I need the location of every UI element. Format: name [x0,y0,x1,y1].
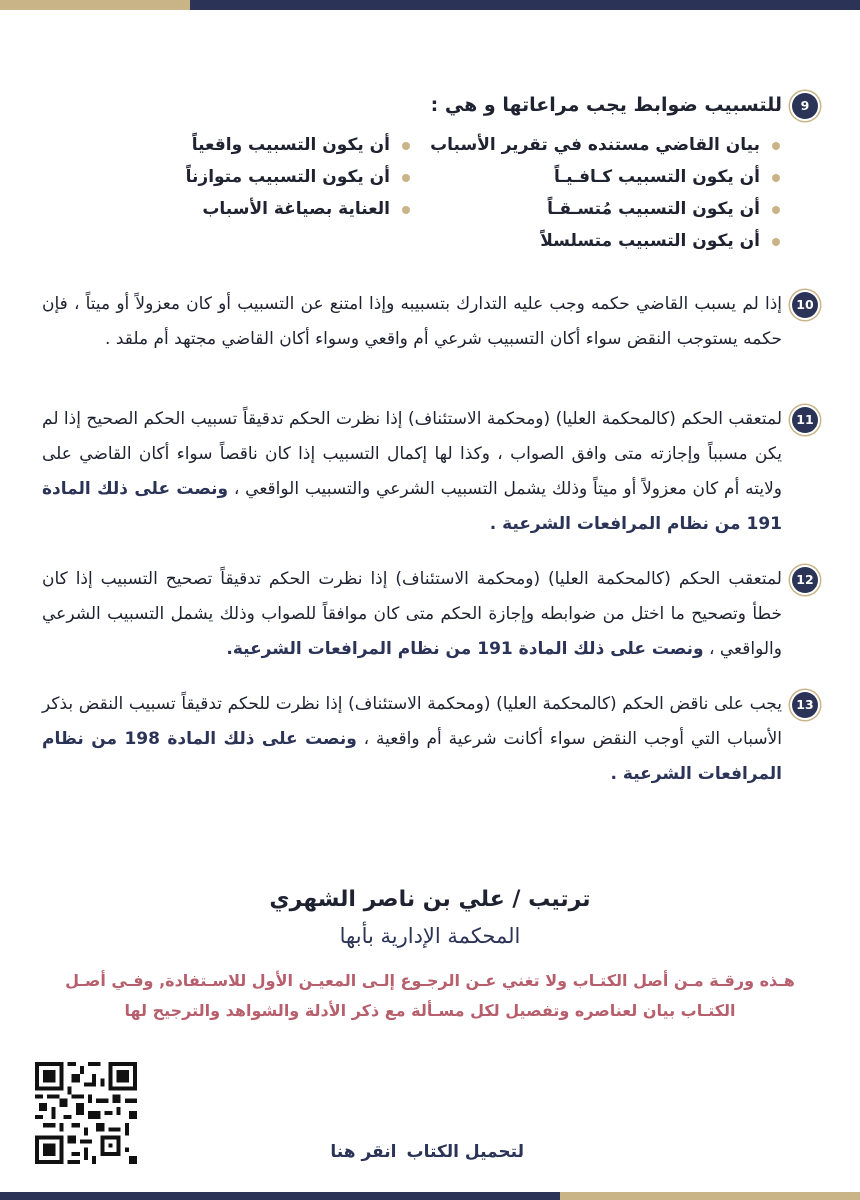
footer [0,887,860,1026]
disclaimer-line: هـذه ورقـة مـن أصل الكتـاب ولا تغني عـن الرجـوع إلـى المعيـن الأول للاسـتفادة, وفـي أصـل [65,971,795,990]
item-13 [42,687,818,792]
list-item: العناية بصياغة الأسباب [42,193,412,225]
item-number-badge: 11 [792,407,818,433]
item-number-badge: 10 [792,292,818,318]
item-text: لمتعقب الحكم (كالمحكمة العليا) (ومحكمة الاستئناف) إذا نظرت الحكم تدقيقاً تصحيح التسبيب إذا كان خطأ وتصحيح ما اختل من ضوابطه وإجازة الحكم متى كان موافقاً للصواب وذلك يشمل التسبيب الشرعي والواقعي ، [42,569,782,659]
author-credit: ترتيب / علي بن ناصر الشهري [269,887,591,912]
download-prompt [330,1142,524,1162]
item-paragraph [42,687,782,792]
top-gold-accent [0,0,190,10]
item-10 [42,287,818,357]
item-number-badge: 13 [792,692,818,718]
download-label: لتحميل الكتاب [406,1142,524,1162]
disclaimer-line: الكتـاب بيان لعناصره وتفصيل لكل مسـألة مع ذكر الأدلة والشواهد والترجيح لها [124,1001,736,1020]
item-text: يجب على ناقض الحكم (كالمحكمة العليا) (ومحكمة الاستئناف) إذا نظرت للحكم تدقيقاً تسبيب النقض بذكر الأسباب التي أوجب النقض سواء أكانت شرعية أم واقعية ، [42,694,782,749]
item-number-badge: 12 [792,567,818,593]
list-item: أن يكون التسبيب مُتسـقـاً [412,193,782,225]
bullet-columns [42,129,782,257]
item-text: إذا لم يسبب القاضي حكمه وجب عليه التدارك بتسبيبه وإذا امتنع عن التسبيب أو كان معزولاً أو ميتاً ، فإن حكمه يستوجب النقض سواء أكان التسبيب شرعي أم واقعي وسواء أكان القاضي مجتهد أم ملقد . [42,294,782,349]
bullet-column-left [42,129,412,257]
main-content [42,88,818,792]
court-name: المحكمة الإدارية بأبها [339,924,521,948]
law-citation: ونصت على ذلك المادة 191 من نظام المرافعات الشرعية. [226,639,704,659]
bullet-column-right [412,129,782,257]
item-heading: للتسبيب ضوابط يجب مراعاتها و هي : [430,94,782,116]
item-paragraph [42,402,782,542]
item-number-badge: 9 [792,93,818,119]
list-item: أن يكون التسبيب كـافـيـاً [412,161,782,193]
law-citation: ونصت على ذلك المادة 198 من نظام المرافعات الشرعية . [42,729,782,784]
list-item: بيان القاضي مستنده في تقرير الأسباب [412,129,782,161]
qr-code-icon[interactable] [35,1062,137,1164]
item-paragraph [42,562,782,667]
item-text: لمتعقب الحكم (كالمحكمة العليا) (ومحكمة الاستئناف) إذا نظرت الحكم تدقيقاً تسبيب الحكم الصحيح إذا لم يكن مسبباً وإجازته متى وافق الصواب ، وكذا لها إكمال التسبيب إذا كان ناقصاً سواء أكان القاضي على ولايته أم كان معزولاً أو ميتاً وذلك يشمل التسبيب الشرعي والتسبيب الواقعي ، [42,409,782,499]
disclaimer-note [0,966,860,1026]
list-item: أن يكون التسبيب متسلسلاً [412,225,782,257]
law-citation: ونصت على ذلك المادة 191 من نظام المرافعات الشرعية . [42,479,782,534]
list-item: أن يكون التسبيب متوازناً [42,161,412,193]
bottom-gold-accent [560,1192,860,1200]
item-12 [42,562,818,667]
item-9 [42,88,818,257]
list-item: أن يكون التسبيب واقعياً [42,129,412,161]
item-11 [42,402,818,542]
download-link[interactable]: انقر هنا [330,1142,397,1162]
